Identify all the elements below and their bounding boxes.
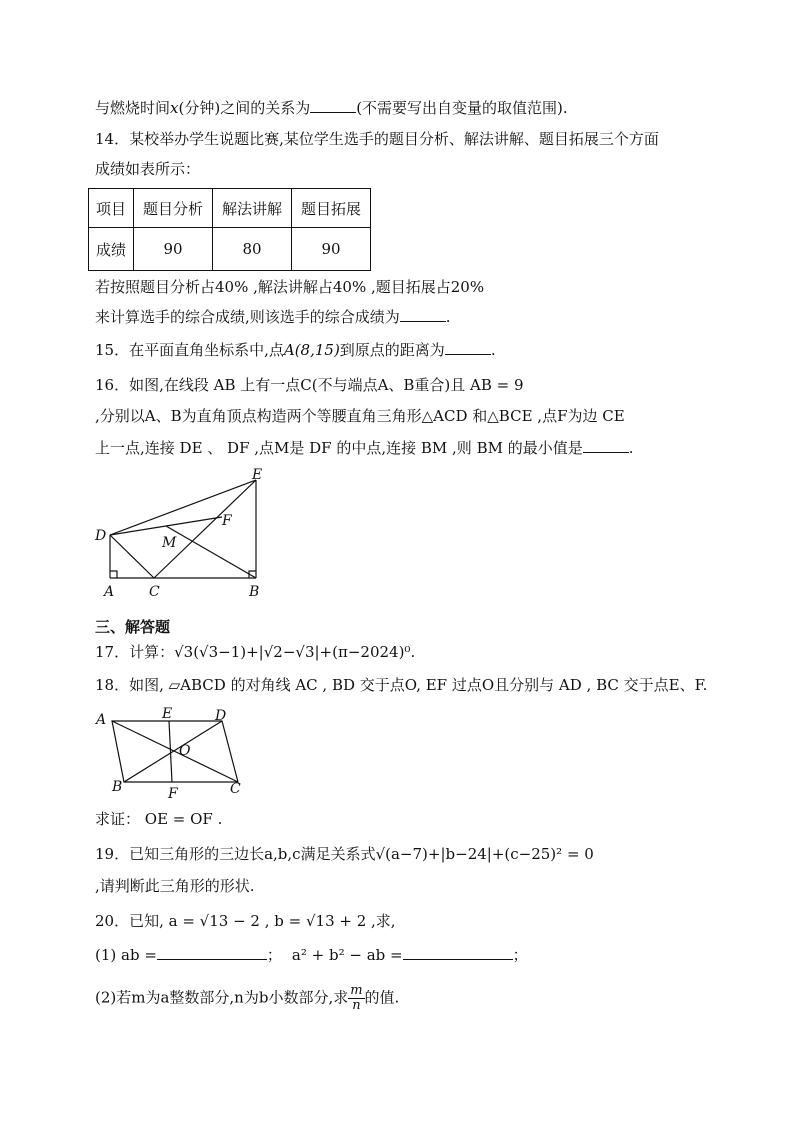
q17-expression: √3(√3−1)+|√2−√3|+(π−2024)⁰. xyxy=(174,643,416,661)
q20-ab-blank[interactable] xyxy=(157,944,267,960)
table-cell: 项目 xyxy=(89,189,134,228)
q20-sum-blank[interactable] xyxy=(403,944,513,960)
label-B: B xyxy=(249,584,260,600)
q14-line2: 成绩如表所示： xyxy=(95,160,201,178)
q20-part1 xyxy=(95,944,528,966)
q17-line xyxy=(95,641,415,663)
q15-answer-blank[interactable] xyxy=(445,339,491,355)
q16-line3 xyxy=(95,437,634,459)
q14-line3: 若按照题目分析占40% ,解法讲解占40% ,题目拓展占20% xyxy=(95,278,485,296)
q20-part1-expr: a² + b² − ab = xyxy=(291,946,403,964)
q14-answer-blank[interactable] xyxy=(400,306,446,322)
label-E: E xyxy=(252,467,263,483)
q17-text: 17．计算： xyxy=(95,643,175,661)
table-cell: 成绩 xyxy=(89,228,134,271)
q20-fraction xyxy=(348,984,364,1013)
label-A: A xyxy=(96,712,107,728)
q13-tail-line xyxy=(95,97,568,119)
q13-answer-blank[interactable] xyxy=(310,97,356,113)
q19-expression: √(a−7)+|b−24|+(c−25)² = 0 xyxy=(375,845,594,863)
table-cell: 题目分析 xyxy=(134,189,213,228)
label-B: B xyxy=(112,779,123,795)
q19-line1 xyxy=(95,843,594,865)
table-cell: 解法讲解 xyxy=(213,189,292,228)
q18-parallelogram-figure xyxy=(92,702,252,802)
q20-part2-text: (2)若m为a整数部分,n为b小数部分,求 xyxy=(95,988,349,1007)
label-D: D xyxy=(215,708,227,724)
q18-proof-line: 求证： OE = OF . xyxy=(95,810,223,828)
label-F: F xyxy=(168,786,178,802)
q20-sep: ； xyxy=(266,946,282,964)
q14-line4-text: 来计算选手的综合成绩,则该选手的综合成绩为 xyxy=(95,308,400,326)
label-D: D xyxy=(95,528,107,544)
q15-end: . xyxy=(490,341,496,359)
section-heading: 三、解答题 xyxy=(95,618,171,636)
q20-end: ； xyxy=(512,946,528,964)
q14-line4-end: . xyxy=(445,308,451,326)
q13-var: x xyxy=(170,99,179,117)
q15-point: A(8,15) xyxy=(283,341,340,359)
q18-line1: 18．如图, ▱ABCD 的对角线 AC , BD 交于点O, EF 过点O且分别与 AD , BC 交于点E、F. xyxy=(95,676,708,694)
q16-geometry-figure xyxy=(92,466,272,601)
q16-answer-blank[interactable] xyxy=(583,437,629,453)
q15-line xyxy=(95,339,496,361)
q14-line1: 14．某校举办学生说题比赛,某位学生选手的题目分析、解法讲解、题目拓展三个方面 xyxy=(95,130,659,148)
fraction-denominator: n xyxy=(352,998,361,1013)
q16-line3-end: . xyxy=(628,439,634,457)
q20-part2-end: 的值. xyxy=(364,988,400,1007)
q13-text-end: (不需要写出自变量的取值范围). xyxy=(356,99,568,117)
table-row xyxy=(89,228,371,271)
q13-text-before: 与燃烧时间 xyxy=(95,99,171,117)
q20-line1: 20．已知, a = √13 − 2 , b = √13 + 2 ,求, xyxy=(95,912,396,930)
q16-line3-text: 上一点,连接 DE 、 DF ,点M是 DF 的中点,连接 BM ,则 BM 的最小值是 xyxy=(95,439,583,457)
label-M: M xyxy=(162,535,177,551)
table-cell: 90 xyxy=(134,228,213,271)
q16-line1: 16．如图,在线段 AB 上有一点C(不与端点A、B重合)且 AB = 9 xyxy=(95,376,524,394)
q15-text: 15．在平面直角坐标系中,点 xyxy=(95,341,284,359)
q14-score-table xyxy=(88,188,371,271)
label-C: C xyxy=(149,584,160,600)
label-C: C xyxy=(230,781,241,797)
q16-line2: ,分别以A、B为直角顶点构造两个等腰直角三角形△ACD 和△BCE ,点F为边 CE xyxy=(95,407,625,425)
table-cell: 80 xyxy=(213,228,292,271)
table-cell: 题目拓展 xyxy=(292,189,371,228)
q20-part1-label: (1) ab = xyxy=(95,946,157,964)
label-A: A xyxy=(104,584,115,600)
table-cell: 90 xyxy=(292,228,371,271)
q19-line2: ,请判断此三角形的形状. xyxy=(95,877,255,895)
label-O: O xyxy=(179,743,191,759)
label-F: F xyxy=(222,513,232,529)
fraction-numerator: m xyxy=(350,983,363,998)
table-header-row xyxy=(89,189,371,228)
q14-line4 xyxy=(95,306,451,328)
label-E: E xyxy=(162,706,173,722)
q20-part2 xyxy=(95,984,399,1013)
q15-after: 到原点的距离为 xyxy=(339,341,445,359)
q13-text-after: (分钟)之间的关系为 xyxy=(178,99,311,117)
q19-text: 19．已知三角形的三边长a,b,c满足关系式 xyxy=(95,845,376,863)
